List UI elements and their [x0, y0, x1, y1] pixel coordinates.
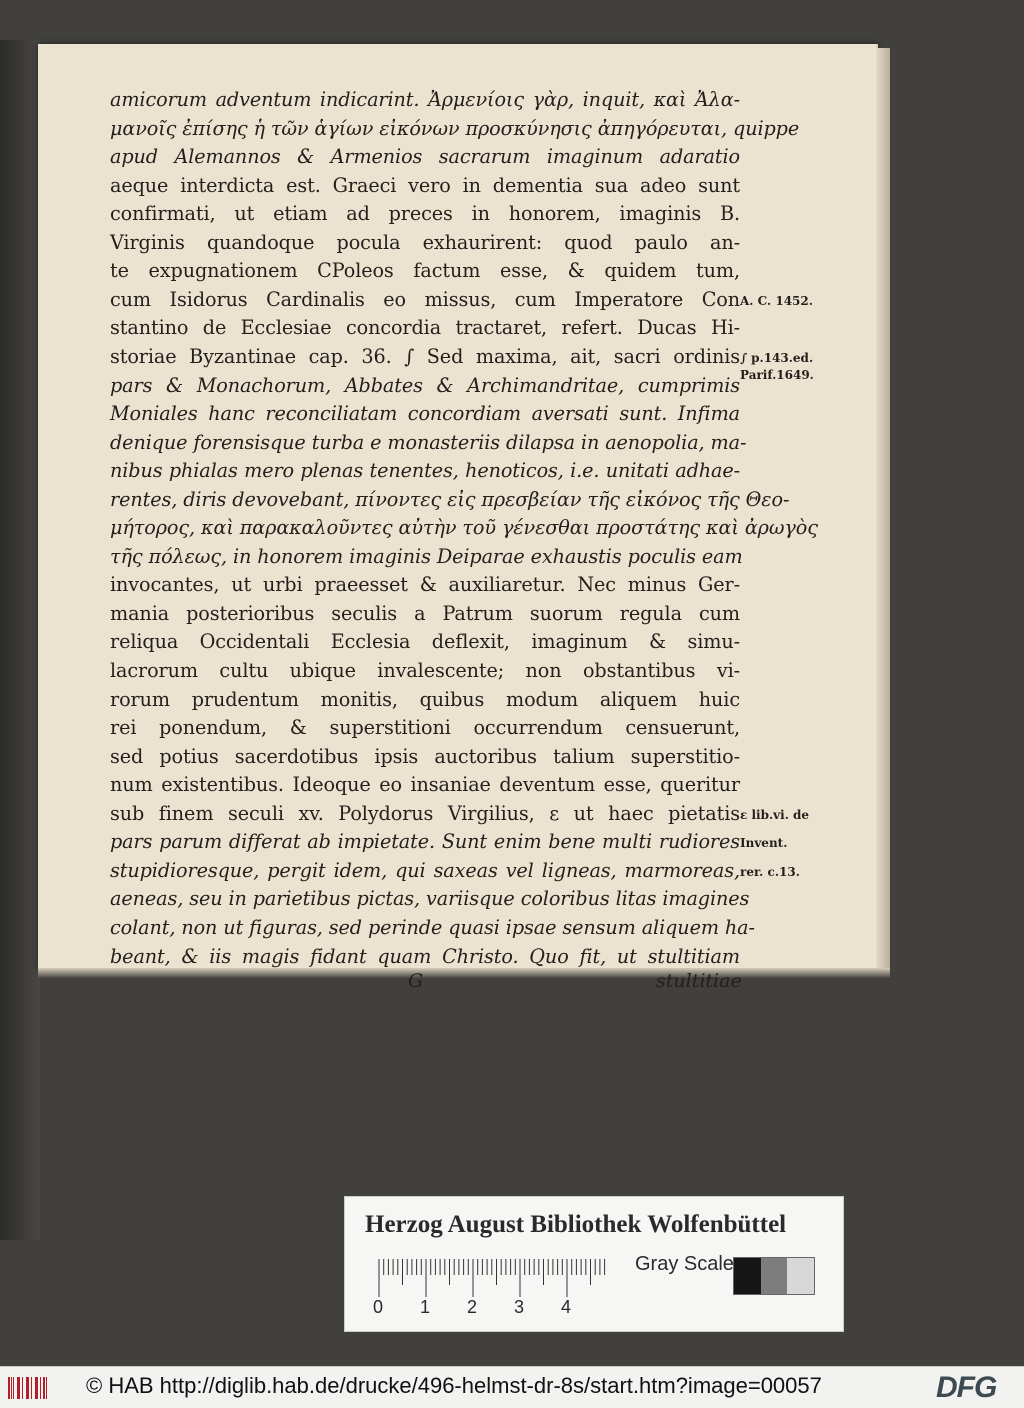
text-line: pars & Monachorum, Abbates & Archimandritae, cumprimis: [110, 373, 740, 397]
barcode-bar: [31, 1377, 32, 1399]
text-line: sub finem seculi xv. Polydorus Virgilius, ε ut haec pietatis: [110, 801, 740, 825]
text-line: aeque interdicta est. Graeci vero in dementia sua adeo sunt: [110, 173, 740, 197]
gray-scale-label: Gray Scale: [635, 1253, 734, 1275]
viewer-footer: [0, 1366, 1024, 1408]
barcode-bar: [28, 1377, 29, 1399]
text-line: stupidioresque, pergit idem, qui saxeas vel ligneas, marmoreas,: [110, 858, 740, 882]
text-line: rentes, diris devovebant, πίνοντες εἰς πρεσβείαν τῆς εἰκόνος τῆς Θεο-: [110, 487, 790, 511]
text-line: beant, & iis magis fidant quam Christo. Quo fit, ut stultitiam: [110, 944, 740, 968]
library-title: Herzog August Bibliothek Wolfenbüttel: [365, 1211, 787, 1238]
ruler-scale: [375, 1259, 615, 1299]
library-color-card: [344, 1196, 844, 1332]
gray-scale-swatches: [733, 1257, 815, 1295]
page-edge: [876, 48, 890, 974]
book-gutter: [0, 40, 40, 1240]
text-line: mania posterioribus seculis a Patrum suorum regula cum: [110, 601, 740, 625]
text-line: invocantes, ut urbi praeesset & auxiliaretur. Nec minus Ger-: [110, 573, 740, 597]
text-line: nibus phialas mero plenas tenentes, henoticos, i.e. unitati adhae-: [110, 459, 740, 483]
text-line: lacrorum cultu ubique invalescente; non obstantibus vi-: [110, 659, 740, 682]
margin-note: ε lib.vi. de: [740, 807, 810, 822]
text-line: sed potius sacerdotibus ipsis auctoribus talium superstitio-: [110, 744, 740, 768]
text-line: Moniales hanc reconciliatam concordiam aversati sunt. Infima: [110, 402, 740, 426]
text-line: μήτορος, καὶ παρακαλοῦντες αὐτὴν τοῦ γένεσθαι προστάτης καὶ ἀρωγὸς: [110, 516, 818, 540]
barcode-bar: [35, 1377, 37, 1399]
text-line: apud Alemannos & Armenios sacrarum imaginum adaratio: [110, 145, 740, 169]
ruler-number: 1: [420, 1297, 431, 1317]
barcode-icon: [8, 1377, 48, 1399]
text-line: colant, non ut figuras, sed perinde quasi ipsae sensum aliquem ha-: [110, 915, 755, 939]
text-line: rorum prudentum monitis, quibus modum aliquem huic: [110, 687, 740, 711]
barcode-bar: [11, 1377, 12, 1399]
barcode-bar: [13, 1377, 14, 1399]
text-line: stantino de Ecclesiae concordia tractaret, refert. Ducas Hi-: [110, 316, 740, 340]
text-line: num existentibus. Ideoque eo insaniae deventum esse, queritur: [110, 773, 740, 797]
text-line: reliqua Occidentali Ecclesia deflexit, imaginum & simu-: [110, 630, 740, 654]
gray-swatch: [787, 1258, 814, 1294]
barcode-bar: [17, 1377, 19, 1399]
ruler-number: 2: [467, 1297, 478, 1317]
margin-note: Parif.1649.: [740, 368, 814, 383]
margin-note: Invent.: [740, 836, 788, 851]
footer-url[interactable]: © HAB http://diglib.hab.de/drucke/496-helmst-dr-8s/start.htm?image=00057: [86, 1373, 822, 1398]
barcode-bar: [40, 1377, 41, 1399]
barcode-bar: [37, 1377, 38, 1399]
text-line: confirmati, ut etiam ad preces in honorem, imaginis B.: [110, 202, 740, 226]
text-line: pars parum differat ab impietate. Sunt enim bene multi rudiores: [110, 830, 740, 854]
dfg-logo: DFG: [936, 1371, 997, 1404]
text-line: aeneas, seu in parietibus pictas, variisque coloribus litas imagines: [110, 887, 750, 911]
text-line: cum Isidorus Cardinalis eo missus, cum Imperatore Con: [110, 287, 740, 311]
gray-swatch: [734, 1258, 761, 1294]
margin-note: rer. c.13.: [740, 864, 800, 879]
signature-mark: G: [408, 970, 424, 992]
ruler-number: 3: [514, 1297, 525, 1317]
text-line: rei ponendum, & superstitioni occurrendum censuerunt,: [110, 716, 740, 740]
text-line: denique forensisque turba e monasteriis dilapsa in aenopolia, ma-: [110, 430, 747, 454]
text-line: μανοῖς ἐπίσης ἡ τῶν ἁγίων εἰκόνων προσκύνησις ἀπηγόρευται, quippe: [110, 116, 800, 140]
barcode-bar: [26, 1377, 28, 1399]
barcode-bar: [8, 1377, 10, 1399]
text-line: storiae Byzantinae cap. 36. ∫ Sed maxima, ait, sacri ordinis: [110, 344, 740, 368]
barcode-bar: [46, 1377, 47, 1399]
barcode-bar: [22, 1377, 23, 1399]
margin-note: A. C. 1452.: [740, 293, 813, 308]
catchword: stultitiae: [656, 970, 742, 992]
barcode-bar: [43, 1377, 45, 1399]
text-line: τῆς πόλεως, in honorem imaginis Deiparae exhaustis poculis eam: [110, 544, 743, 568]
text-line: te expugnationem CPoleos factum esse, & quidem tum,: [110, 259, 740, 283]
text-line: amicorum adventum indicarint. Ἀρμενίοις γὰρ, inquit, καὶ Ἀλα-: [110, 88, 740, 111]
gray-swatch: [761, 1258, 788, 1294]
margin-note: ∫ p.143.ed.: [740, 350, 814, 365]
ruler-number: 4: [561, 1297, 572, 1317]
ruler-number: 0: [373, 1297, 384, 1317]
text-line: Virginis quandoque pocula exhaurirent: quod paulo an-: [110, 230, 740, 254]
barcode-bar: [19, 1377, 20, 1399]
